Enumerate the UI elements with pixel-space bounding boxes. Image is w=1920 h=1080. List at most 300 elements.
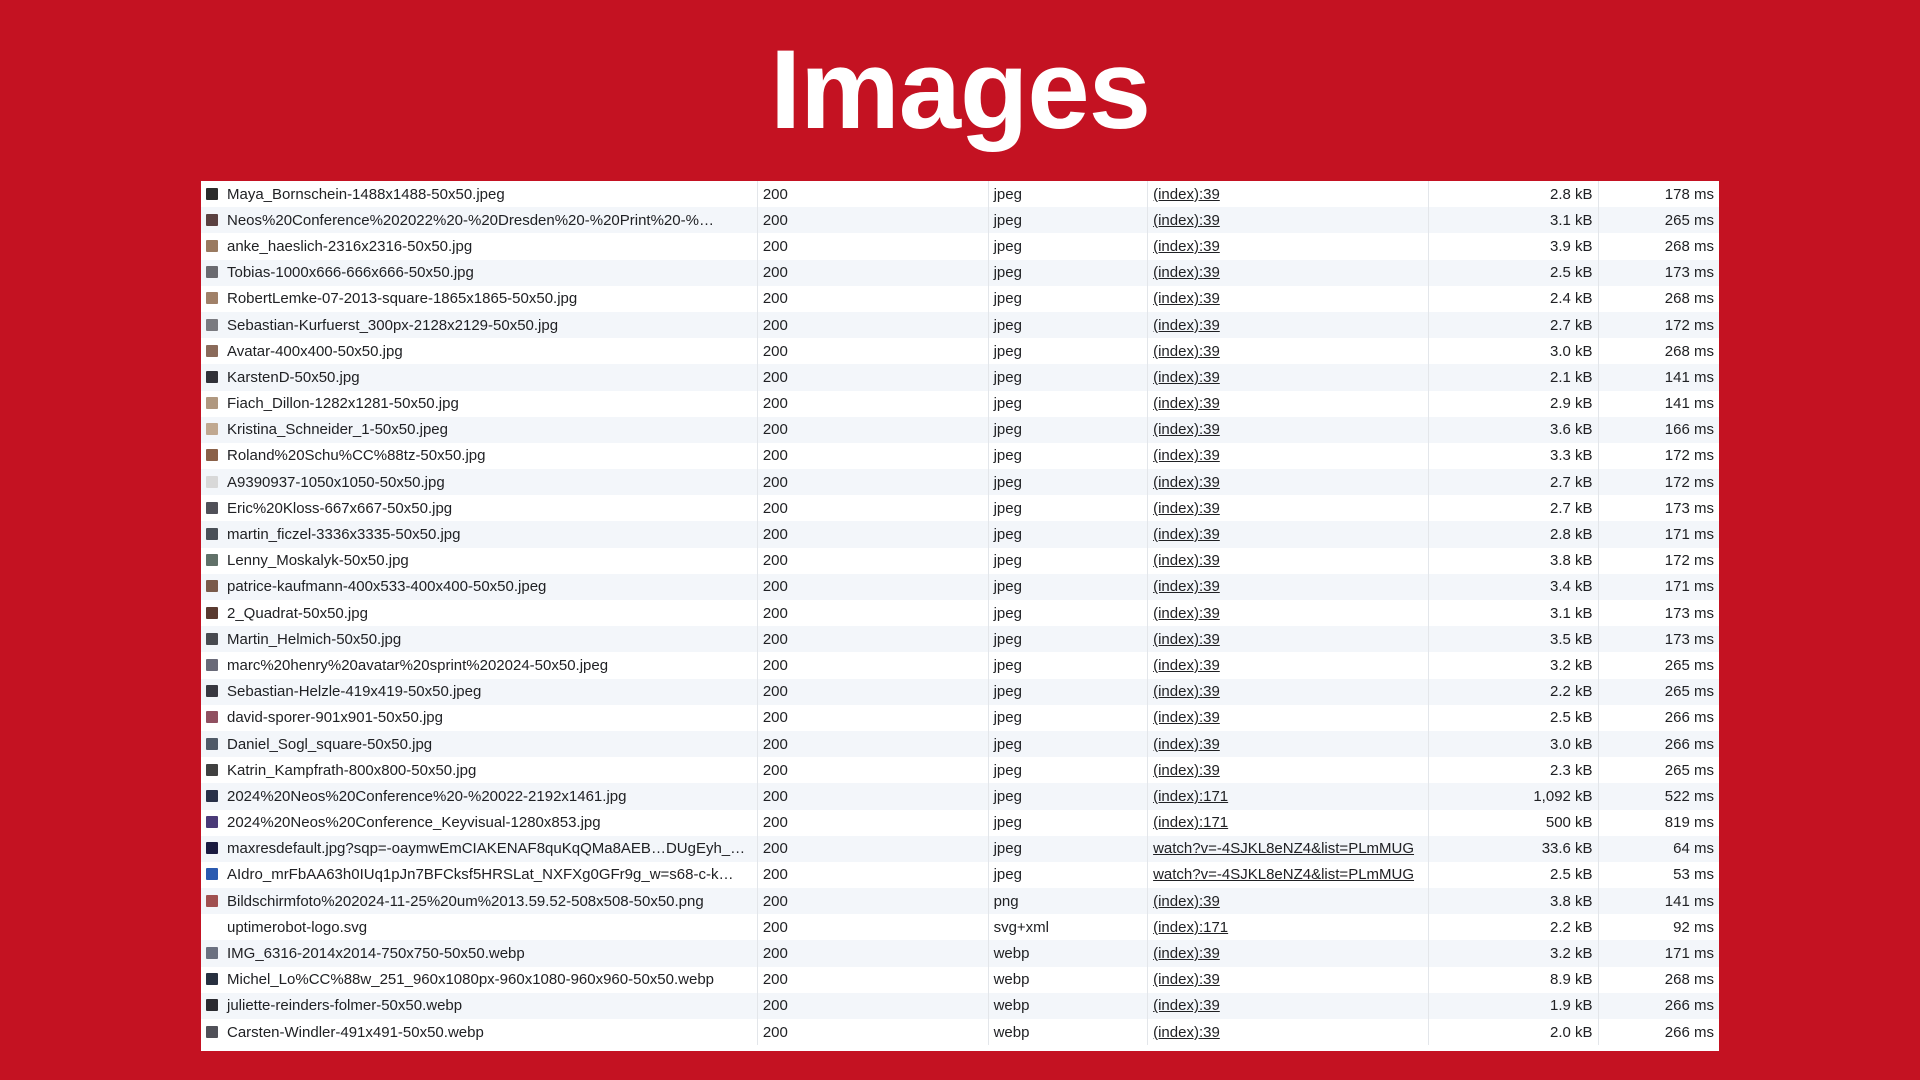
request-name: 2_Quadrat-50x50.jpg [227,604,368,622]
initiator-link[interactable]: (index):39 [1153,656,1220,674]
request-size: 2.7 kB [1429,495,1599,521]
request-name-cell[interactable] [201,731,757,757]
request-time: 173 ms [1598,626,1719,652]
request-type: jpeg [988,810,1148,836]
initiator-link[interactable]: (index):171 [1153,918,1229,936]
request-initiator-cell [1148,967,1429,993]
request-status: 200 [757,181,988,207]
request-name: Sebastian-Kurfuerst_300px-2128x2129-50x50.jpg [227,316,559,334]
request-row[interactable] [201,181,1719,207]
image-thumbnail-icon [206,947,218,959]
request-row[interactable] [201,993,1719,1019]
request-type: jpeg [988,391,1148,417]
request-row[interactable] [201,731,1719,757]
request-type: jpeg [988,364,1148,390]
image-thumbnail-icon [206,580,218,592]
request-row[interactable] [201,364,1719,390]
request-initiator-cell [1148,1019,1429,1045]
request-type: webp [988,940,1148,966]
request-size: 2.8 kB [1429,521,1599,547]
request-status: 200 [757,391,988,417]
request-initiator-cell [1148,914,1429,940]
request-row[interactable] [201,495,1719,521]
request-type: jpeg [988,338,1148,364]
request-name-cell[interactable] [201,679,757,705]
request-initiator-cell [1148,286,1429,312]
request-status: 200 [757,548,988,574]
request-size: 2.5 kB [1429,705,1599,731]
request-name: Lenny_Moskalyk-50x50.jpg [227,552,409,570]
request-status: 200 [757,443,988,469]
initiator-link[interactable]: (index):39 [1153,892,1220,910]
request-initiator-cell [1148,338,1429,364]
request-name: RobertLemke-07-2013-square-1865x1865-50x50.jpg [227,290,578,308]
request-row[interactable] [201,207,1719,233]
request-initiator-cell [1148,705,1429,731]
network-requests-panel [201,181,1719,1051]
request-type: jpeg [988,600,1148,626]
network-requests-body [201,181,1719,1045]
initiator-link[interactable]: (index):39 [1153,630,1220,648]
request-row[interactable] [201,783,1719,809]
request-status: 200 [757,967,988,993]
request-status: 200 [757,1019,988,1045]
request-name: Avatar-400x400-50x50.jpg [227,342,403,360]
image-thumbnail-icon [206,999,218,1011]
request-time: 171 ms [1598,574,1719,600]
request-name-cell[interactable] [201,652,757,678]
request-time: 171 ms [1598,940,1719,966]
initiator-link[interactable]: (index):39 [1153,290,1220,308]
request-time: 173 ms [1664,604,1714,622]
request-size: 33.6 kB [1429,836,1599,862]
image-thumbnail-icon [206,842,218,854]
request-initiator-cell [1148,993,1429,1019]
request-row[interactable] [201,679,1719,705]
request-initiator-cell [1148,652,1429,678]
image-thumbnail-icon [206,292,218,304]
request-status: 200 [757,574,988,600]
request-type: webp [988,967,1148,993]
request-time: 64 ms [1598,836,1719,862]
request-status: 200 [757,757,988,783]
request-status: 200 [757,783,988,809]
request-type: jpeg [988,731,1148,757]
request-initiator-cell [1148,940,1429,966]
image-thumbnail-icon [206,1026,218,1038]
request-status: 200 [757,940,988,966]
request-type: jpeg [988,574,1148,600]
request-size: 2.1 kB [1429,364,1599,390]
request-initiator-cell [1148,626,1429,652]
request-name-cell[interactable] [201,1019,757,1045]
image-thumbnail-icon [206,790,218,802]
request-size: 500 kB [1429,810,1599,836]
request-row[interactable] [201,233,1719,259]
request-name: Daniel_Sogl_square-50x50.jpg [227,735,433,753]
request-initiator-cell [1148,757,1429,783]
request-time: 141 ms [1598,888,1719,914]
request-row[interactable] [201,260,1719,286]
request-time: 266 ms [1598,731,1719,757]
request-row[interactable] [201,286,1719,312]
request-type: jpeg [988,207,1148,233]
request-size: 3.0 kB [1429,731,1599,757]
request-name: Sebastian-Helzle-419x419-50x50.jpeg [227,683,482,701]
request-name: martin_ficzel-3336x3335-50x50.jpg [227,526,461,544]
request-row[interactable] [201,312,1719,338]
initiator-link[interactable]: (index):39 [1153,604,1220,622]
request-time: 268 ms [1664,290,1714,308]
request-type: jpeg [988,626,1148,652]
initiator-link[interactable]: (index):39 [1153,211,1220,229]
request-size: 2.5 kB [1429,260,1599,286]
initiator-link[interactable]: (index):39 [1153,447,1220,465]
request-name-cell[interactable] [201,521,757,547]
image-thumbnail-icon [206,868,218,880]
request-name-cell[interactable] [201,312,757,338]
request-row[interactable] [201,1019,1719,1045]
request-name-cell[interactable] [201,862,757,888]
request-name: KarstenD-50x50.jpg [227,368,360,386]
request-name: patrice-kaufmann-400x533-400x400-50x50.jpeg [227,578,547,596]
request-time: 173 ms [1664,499,1714,517]
request-time: 265 ms [1598,207,1719,233]
request-initiator-cell [1148,233,1429,259]
request-status: 200 [757,731,988,757]
request-name: maxresdefault.jpg?sqp=-oaymwEmCIAKENAF8quKqQMa8AEB…DUgEyh_… [227,840,746,858]
request-name: Roland%20Schu%CC%88tz-50x50.jpg [227,447,486,465]
request-name-cell[interactable] [201,469,757,495]
request-size: 3.5 kB [1429,626,1599,652]
request-type: jpeg [988,757,1148,783]
request-type: jpeg [988,862,1148,888]
request-status: 200 [757,652,988,678]
request-type: webp [988,1019,1148,1045]
request-time: 268 ms [1664,237,1714,255]
initiator-link[interactable]: (index):39 [1153,237,1220,255]
initiator-link[interactable]: (index):171 [1153,814,1229,832]
request-size: 1,092 kB [1429,783,1599,809]
request-time: 268 ms [1664,342,1714,360]
request-size: 3.3 kB [1429,443,1599,469]
request-type: jpeg [988,469,1148,495]
request-size: 3.1 kB [1429,600,1599,626]
initiator-link[interactable]: (index):39 [1153,683,1220,701]
initiator-link[interactable]: (index):39 [1153,945,1220,963]
request-size: 2.8 kB [1429,181,1599,207]
image-thumbnail-icon [206,240,218,252]
request-size: 2.3 kB [1429,757,1599,783]
request-name-cell[interactable] [201,836,757,862]
request-row[interactable] [201,626,1719,652]
image-thumbnail-icon [206,345,218,357]
request-status: 200 [757,233,988,259]
request-time: 265 ms [1664,656,1714,674]
request-size: 3.8 kB [1429,888,1599,914]
request-type: jpeg [988,286,1148,312]
request-name-cell[interactable] [201,443,757,469]
request-name-cell[interactable] [201,757,757,783]
request-row[interactable] [201,810,1719,836]
image-thumbnail-icon [206,895,218,907]
request-status: 200 [757,338,988,364]
initiator-link[interactable]: (index):39 [1153,1023,1220,1041]
request-name: Katrin_Kampfrath-800x800-50x50.jpg [227,761,477,779]
request-status: 200 [757,207,988,233]
request-name: Tobias-1000x666-666x666-50x50.jpg [227,264,474,282]
request-name: Martin_Helmich-50x50.jpg [227,630,402,648]
request-initiator-cell [1148,888,1429,914]
initiator-link[interactable]: (index):39 [1153,735,1220,753]
request-status: 200 [757,914,988,940]
request-row[interactable] [201,652,1719,678]
request-name: Eric%20Kloss-667x667-50x50.jpg [227,499,453,517]
request-name-cell[interactable] [201,260,757,286]
request-name-cell[interactable] [201,967,757,993]
request-time: 266 ms [1664,1023,1714,1041]
request-name-cell[interactable] [201,914,757,940]
image-thumbnail-icon [206,554,218,566]
request-time: 53 ms [1673,866,1714,884]
request-type: jpeg [988,233,1148,259]
request-name-cell[interactable] [201,783,757,809]
request-time: 141 ms [1598,364,1719,390]
request-time: 166 ms [1598,417,1719,443]
initiator-link[interactable]: (index):39 [1153,395,1220,413]
request-status: 200 [757,862,988,888]
request-size: 3.2 kB [1429,940,1599,966]
image-thumbnail-icon [206,188,218,200]
request-initiator-cell [1148,574,1429,600]
image-thumbnail-icon [206,371,218,383]
request-size: 8.9 kB [1429,967,1599,993]
request-time: 268 ms [1664,971,1714,989]
initiator-link[interactable]: (index):39 [1153,342,1220,360]
request-name: anke_haeslich-2316x2316-50x50.jpg [227,237,473,255]
request-name: Fiach_Dillon-1282x1281-50x50.jpg [227,395,459,413]
request-status: 200 [757,679,988,705]
request-row[interactable] [201,836,1719,862]
request-time: 265 ms [1664,761,1714,779]
initiator-link[interactable]: (index):39 [1153,526,1220,544]
request-size: 2.0 kB [1429,1019,1599,1045]
request-name-cell[interactable] [201,993,757,1019]
request-initiator-cell [1148,312,1429,338]
request-name: AIdro_mrFbAA63h0IUq1pJn7BFCksf5HRSLat_NXFXg0GFr9g_w=s68-c-k… [227,866,734,884]
request-type: jpeg [988,548,1148,574]
initiator-link[interactable]: (index):39 [1153,552,1220,570]
image-thumbnail-icon [206,816,218,828]
request-name-cell[interactable] [201,940,757,966]
initiator-link[interactable]: (index):39 [1153,421,1220,439]
request-type: jpeg [988,783,1148,809]
request-row[interactable] [201,521,1719,547]
request-row[interactable] [201,888,1719,914]
request-size: 3.4 kB [1429,574,1599,600]
initiator-link[interactable]: (index):39 [1153,264,1220,282]
request-row[interactable] [201,338,1719,364]
request-name: A9390937-1050x1050-50x50.jpg [227,473,445,491]
initiator-link[interactable]: (index):39 [1153,499,1220,517]
request-name-cell[interactable] [201,810,757,836]
initiator-link[interactable]: (index):171 [1153,787,1229,805]
request-status: 200 [757,521,988,547]
request-initiator-cell [1148,810,1429,836]
request-row[interactable] [201,940,1719,966]
request-initiator-cell [1148,181,1429,207]
request-type: jpeg [988,521,1148,547]
request-initiator-cell [1148,521,1429,547]
request-row[interactable] [201,391,1719,417]
request-initiator-cell [1148,443,1429,469]
request-status: 200 [757,364,988,390]
request-name-cell[interactable] [201,574,757,600]
request-size: 3.8 kB [1429,548,1599,574]
request-status: 200 [757,260,988,286]
request-type: jpeg [988,443,1148,469]
request-name: Bildschirmfoto%202024-11-25%20um%2013.59.52-508x508-50x50.png [227,892,704,910]
image-thumbnail-icon [206,528,218,540]
request-time: 173 ms [1598,260,1719,286]
request-status: 200 [757,312,988,338]
request-row[interactable] [201,548,1719,574]
request-name-cell[interactable] [201,181,757,207]
request-size: 2.2 kB [1429,914,1599,940]
request-status: 200 [757,993,988,1019]
request-status: 200 [757,810,988,836]
request-time: 172 ms [1664,447,1714,465]
image-thumbnail-icon [206,266,218,278]
request-name-cell[interactable] [201,286,757,312]
request-type: jpeg [988,652,1148,678]
request-name: 2024%20Neos%20Conference%20-%20022-2192x1461.jpg [227,787,627,805]
request-type: jpeg [988,705,1148,731]
request-type: jpeg [988,181,1148,207]
request-row[interactable] [201,574,1719,600]
request-type: svg+xml [988,914,1148,940]
request-name-cell[interactable] [201,705,757,731]
request-time: 141 ms [1664,395,1714,413]
request-status: 200 [757,469,988,495]
request-initiator-cell [1148,862,1429,888]
request-status: 200 [757,626,988,652]
request-time: 266 ms [1664,709,1714,727]
request-time: 171 ms [1598,521,1719,547]
request-row[interactable] [201,417,1719,443]
request-name-cell[interactable] [201,495,757,521]
request-name: juliette-reinders-folmer-50x50.webp [227,997,463,1015]
request-name-cell[interactable] [201,626,757,652]
request-status: 200 [757,286,988,312]
initiator-link[interactable]: (index):39 [1153,761,1220,779]
request-initiator-cell [1148,836,1429,862]
request-time: 92 ms [1673,918,1714,936]
request-name: Carsten-Windler-491x491-50x50.webp [227,1023,484,1041]
request-row[interactable] [201,705,1719,731]
initiator-link[interactable]: (index):39 [1153,997,1220,1015]
request-row[interactable] [201,600,1719,626]
image-thumbnail-icon [206,738,218,750]
network-requests-table [201,181,1719,1045]
request-initiator-cell [1148,731,1429,757]
initiator-link[interactable]: (index):39 [1153,473,1220,491]
initiator-link[interactable]: (index):39 [1153,368,1220,386]
request-row[interactable] [201,862,1719,888]
request-status: 200 [757,417,988,443]
initiator-link[interactable]: (index):39 [1153,709,1220,727]
image-thumbnail-icon [206,921,218,933]
request-time: 265 ms [1598,679,1719,705]
request-size: 2.4 kB [1429,286,1599,312]
request-initiator-cell [1148,783,1429,809]
image-thumbnail-icon [206,659,218,671]
request-size: 1.9 kB [1429,993,1599,1019]
request-size: 3.2 kB [1429,652,1599,678]
request-time: 819 ms [1664,814,1714,832]
request-status: 200 [757,705,988,731]
request-name-cell[interactable] [201,364,757,390]
request-row[interactable] [201,469,1719,495]
request-row[interactable] [201,914,1719,940]
request-name-cell[interactable] [201,888,757,914]
initiator-link[interactable]: (index):39 [1153,316,1220,334]
request-size: 3.9 kB [1429,233,1599,259]
request-type: jpeg [988,836,1148,862]
request-size: 2.7 kB [1429,469,1599,495]
request-initiator-cell [1148,207,1429,233]
request-row[interactable] [201,757,1719,783]
request-status: 200 [757,888,988,914]
request-initiator-cell [1148,548,1429,574]
request-type: png [988,888,1148,914]
request-type: jpeg [988,260,1148,286]
request-name: david-sporer-901x901-50x50.jpg [227,709,443,727]
request-name-cell[interactable] [201,417,757,443]
request-name-cell[interactable] [201,391,757,417]
initiator-link[interactable]: (index):39 [1153,971,1220,989]
request-row[interactable] [201,443,1719,469]
request-status: 200 [757,836,988,862]
request-name-cell[interactable] [201,207,757,233]
request-name-cell[interactable] [201,233,757,259]
request-size: 2.7 kB [1429,312,1599,338]
initiator-link[interactable]: watch?v=-4SJKL8eNZ4&list=PLmMUG [1153,840,1415,858]
request-initiator-cell [1148,391,1429,417]
request-initiator-cell [1148,417,1429,443]
request-name: uptimerobot-logo.svg [227,918,368,936]
request-name: Maya_Bornschein-1488x1488-50x50.jpeg [227,185,505,203]
initiator-link[interactable]: watch?v=-4SJKL8eNZ4&list=PLmMUG [1153,866,1415,884]
request-type: jpeg [988,417,1148,443]
image-thumbnail-icon [206,633,218,645]
request-name-cell[interactable] [201,338,757,364]
request-time: 266 ms [1598,993,1719,1019]
request-name-cell[interactable] [201,548,757,574]
request-initiator-cell [1148,495,1429,521]
request-status: 200 [757,600,988,626]
request-name: 2024%20Neos%20Conference_Keyvisual-1280x853.jpg [227,814,601,832]
request-name-cell[interactable] [201,600,757,626]
initiator-link[interactable]: (index):39 [1153,578,1220,596]
request-size: 3.0 kB [1429,338,1599,364]
request-initiator-cell [1148,364,1429,390]
initiator-link[interactable]: (index):39 [1153,185,1220,203]
request-type: jpeg [988,312,1148,338]
image-thumbnail-icon [206,214,218,226]
request-type: jpeg [988,495,1148,521]
request-row[interactable] [201,967,1719,993]
